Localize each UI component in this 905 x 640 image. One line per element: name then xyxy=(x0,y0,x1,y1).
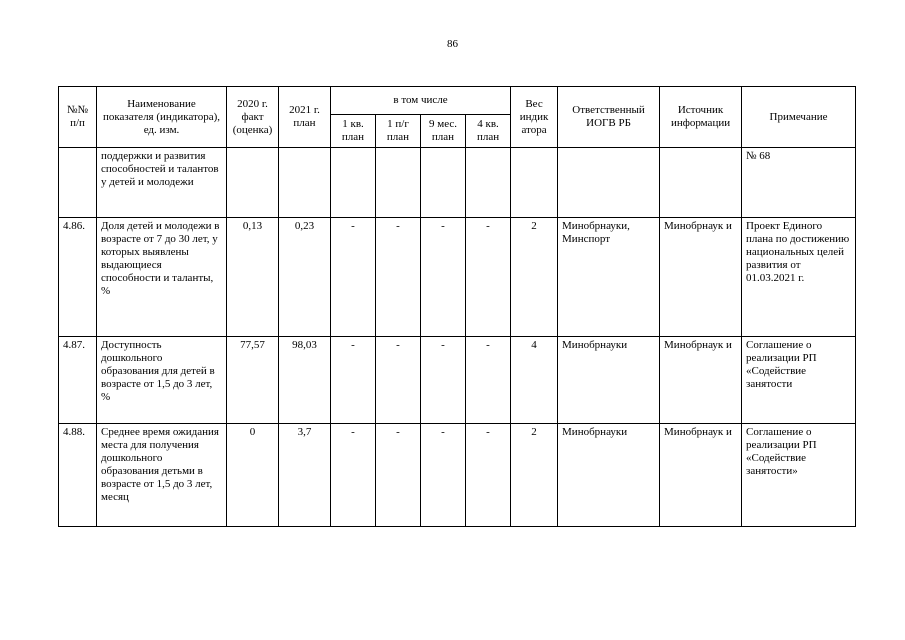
cell-source: Минобрнаук и xyxy=(660,218,742,337)
header-name: Наименование показателя (индикатора), ед. изм. xyxy=(97,87,227,148)
cell-num: 4.86. xyxy=(59,218,97,337)
cell-q4: - xyxy=(466,337,511,424)
cell-m9 xyxy=(421,148,466,218)
cell-m9: - xyxy=(421,218,466,337)
page-number: 86 xyxy=(447,38,458,50)
cell-responsible xyxy=(558,148,660,218)
cell-q4: - xyxy=(466,424,511,527)
cell-source: Минобрнаук и xyxy=(660,424,742,527)
cell-note: Соглашение о реализации РП «Содействие занятости xyxy=(742,337,856,424)
cell-fact-2020 xyxy=(227,148,279,218)
header-q1: 1 кв. план xyxy=(331,115,376,148)
cell-h1 xyxy=(376,148,421,218)
cell-responsible: Минобрнауки xyxy=(558,337,660,424)
cell-plan-2021 xyxy=(279,148,331,218)
table-row xyxy=(59,218,856,337)
table-row xyxy=(59,337,856,424)
cell-fact-2020: 0,13 xyxy=(227,218,279,337)
cell-note: № 68 xyxy=(742,148,856,218)
indicators-table xyxy=(58,86,856,527)
header-q4: 4 кв. план xyxy=(466,115,511,148)
cell-q4 xyxy=(466,148,511,218)
cell-source xyxy=(660,148,742,218)
cell-fact-2020: 0 xyxy=(227,424,279,527)
table-row xyxy=(59,424,856,527)
cell-q1: - xyxy=(331,218,376,337)
cell-name: Доступность дошкольного образования для детей в возрасте от 1,5 до 3 лет, % xyxy=(97,337,227,424)
cell-weight: 2 xyxy=(511,218,558,337)
cell-weight: 2 xyxy=(511,424,558,527)
cell-h1: - xyxy=(376,218,421,337)
cell-h1: - xyxy=(376,337,421,424)
cell-plan-2021: 0,23 xyxy=(279,218,331,337)
cell-responsible: Минобрнауки xyxy=(558,424,660,527)
cell-name: Доля детей и молодежи в возрасте от 7 до 30 лет, у которых выявлены выдающиеся способности и таланты, % xyxy=(97,218,227,337)
header-source: Источник информации xyxy=(660,87,742,148)
cell-q1: - xyxy=(331,337,376,424)
cell-q1: - xyxy=(331,424,376,527)
cell-name: Среднее время ожидания места для получения дошкольного образования детьми в возрасте от 1,5 до 3 лет, месяц xyxy=(97,424,227,527)
header-plan-2021: 2021 г. план xyxy=(279,87,331,148)
cell-num xyxy=(59,148,97,218)
header-m9: 9 мес. план xyxy=(421,115,466,148)
cell-m9: - xyxy=(421,424,466,527)
cell-note: Проект Единого плана по достижению национальных целей развития от 01.03.2021 г. xyxy=(742,218,856,337)
cell-num: 4.88. xyxy=(59,424,97,527)
header-h1: 1 п/г план xyxy=(376,115,421,148)
header-weight: Вес индик атора xyxy=(511,87,558,148)
cell-source: Минобрнаук и xyxy=(660,337,742,424)
header-num: №№ п/п xyxy=(59,87,97,148)
header-note: Примечание xyxy=(742,87,856,148)
cell-weight xyxy=(511,148,558,218)
table-row xyxy=(59,148,856,218)
cell-name: поддержки и развития способностей и талантов у детей и молодежи xyxy=(97,148,227,218)
cell-fact-2020: 77,57 xyxy=(227,337,279,424)
header-fact-2020: 2020 г. факт (оценка) xyxy=(227,87,279,148)
cell-m9: - xyxy=(421,337,466,424)
header-responsible: Ответственный ИОГВ РБ xyxy=(558,87,660,148)
cell-plan-2021: 3,7 xyxy=(279,424,331,527)
cell-q4: - xyxy=(466,218,511,337)
cell-h1: - xyxy=(376,424,421,527)
cell-plan-2021: 98,03 xyxy=(279,337,331,424)
header-including: в том числе xyxy=(331,87,511,115)
cell-weight: 4 xyxy=(511,337,558,424)
cell-num: 4.87. xyxy=(59,337,97,424)
cell-note: Соглашение о реализации РП «Содействие занятости» xyxy=(742,424,856,527)
header-row xyxy=(59,87,856,115)
cell-q1 xyxy=(331,148,376,218)
cell-responsible: Минобрнауки, Минспорт xyxy=(558,218,660,337)
